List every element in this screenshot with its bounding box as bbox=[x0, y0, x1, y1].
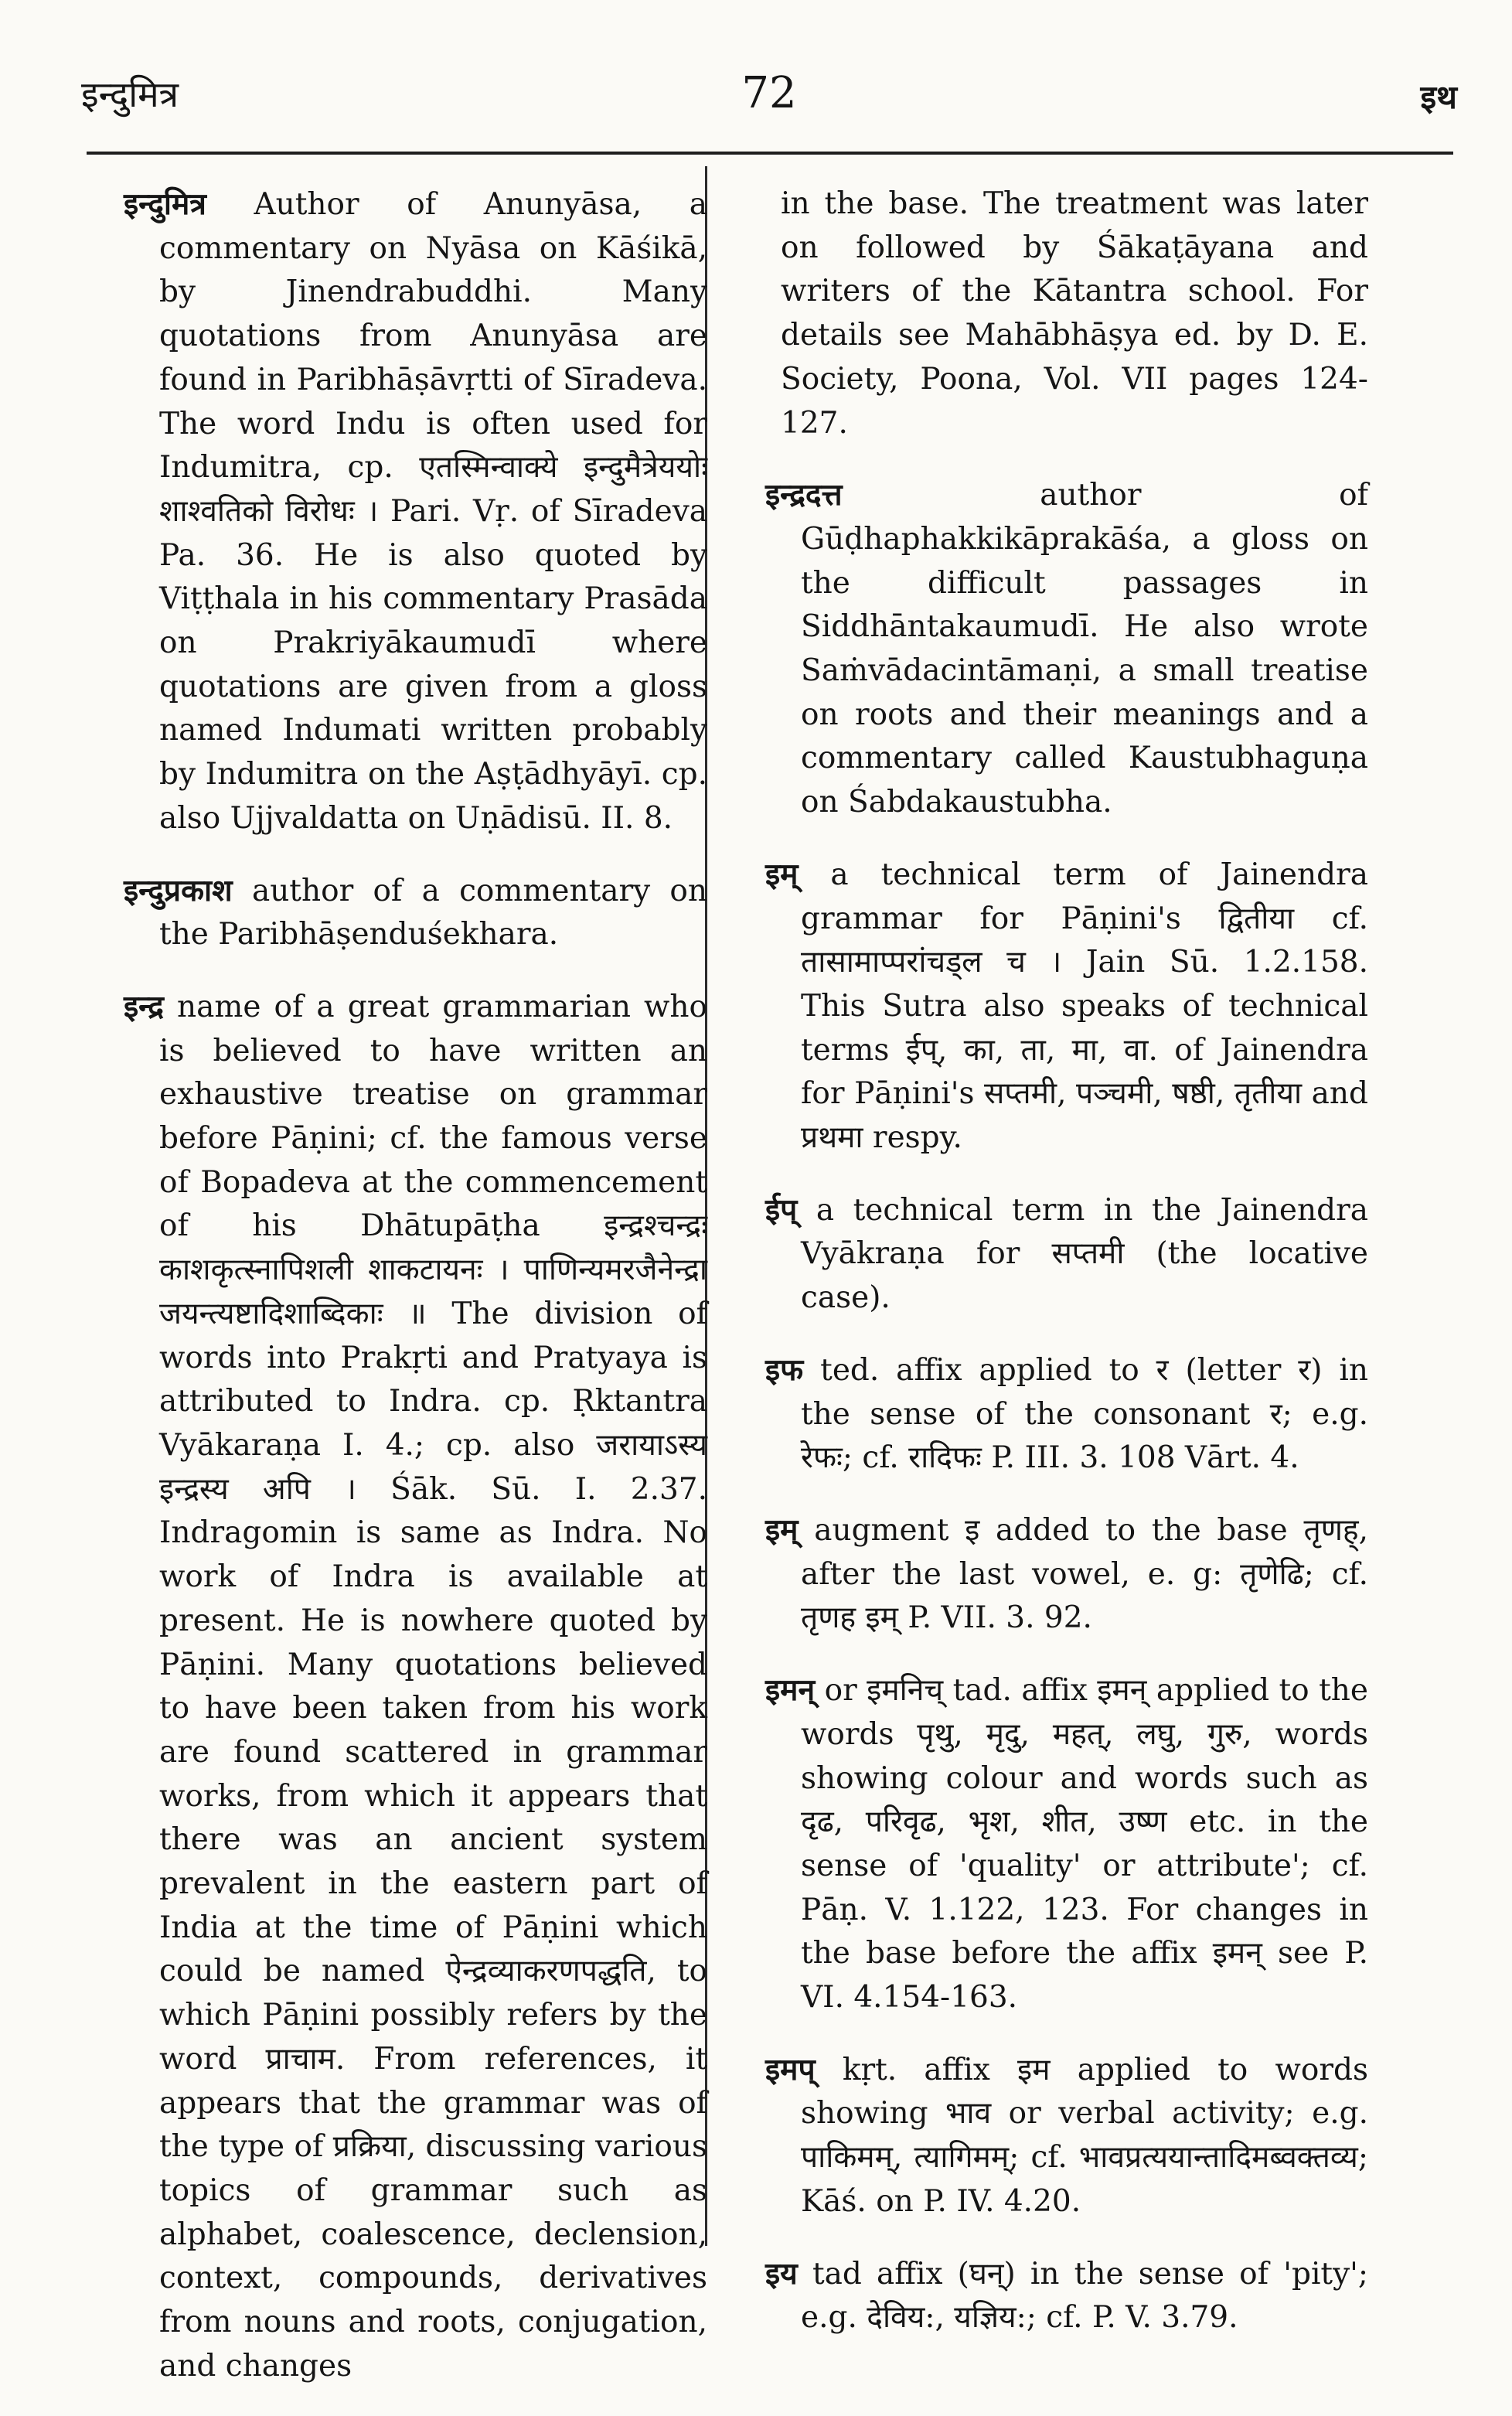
dictionary-entry bbox=[765, 2252, 1368, 2340]
page-number: 72 bbox=[741, 68, 797, 118]
right-column bbox=[765, 182, 1368, 2368]
entry-text: Author of Anunyāsa, a commentary on Nyāsa on Kāśikā, by Jinendrabuddhi. Many quotations from Anunyāsa are found in Paribhāṣāvṛtti of Sīradeva. The word Indu is often used for Indumitra, cp. एतस्मिन्वाक्ये इन्दुमैत्रेययोः शाश्वतिको विरोधः । Pari. Vṛ. of Sīradeva Pa. 36. He is also quoted by Viṭṭhala in his commentary Prasāda on Prakriyākaumudī where quotations are given from a gloss named Indumati written probably by Indumitra on the Aṣṭādhyāyī. cp. also Ujjvaldatta on Uṇādisū. II. 8. bbox=[159, 187, 707, 836]
entry-text: tad affix (घन्) in the sense of 'pity'; e.g. देविय:, यज्ञिय:; cf. P. V. 3.79. bbox=[801, 2256, 1368, 2336]
entry-headword: इय bbox=[765, 2255, 798, 2292]
dictionary-entry bbox=[124, 182, 707, 841]
running-head-right: इथ bbox=[1420, 78, 1457, 116]
entry-text: augment इ added to the base तृणह्, after the last vowel, e. g: तृणेढि; cf. तृणह इम् P. VII. 3. 92. bbox=[801, 1512, 1368, 1636]
dictionary-entry bbox=[765, 473, 1368, 825]
entry-headword: इमन् bbox=[765, 1672, 816, 1709]
entry-text: author of a commentary on the Paribhāṣenduśekhara. bbox=[159, 873, 708, 952]
dictionary-entry bbox=[765, 1188, 1368, 1320]
dictionary-entry bbox=[765, 1668, 1368, 2020]
entry-headword: इम् bbox=[765, 1511, 799, 1548]
entry-headword: इम् bbox=[765, 856, 799, 892]
entry-headword: इन्द्रदत्त bbox=[765, 477, 843, 513]
running-head-left: इन्दुमित्र bbox=[81, 73, 179, 115]
entry-text: in the base. The treatment was later on followed by Śākaṭāyana and writers of the Kātantra school. For details see Mahābhāṣya ed. by D. E. Society, Poona, Vol. VII pages 124-127. bbox=[781, 186, 1368, 441]
entry-text: a technical term of Jainendra grammar for Pāṇini's द्वितीया cf. तासामाप्परांचड्ल च । Jain Sū. 1.2.158. This Sutra also speaks of technical terms ईप्, का, ता, मा, वा. of Jainendra for Pāṇini's सप्तमी, पञ्चमी, षष्ठी, तृतीया and प्रथमा respy. bbox=[801, 857, 1368, 1156]
entry-text: name of a great grammarian who is believed to have written an exhaustive treatise on grammar before Pāṇini; cf. the famous verse of Bopadeva at the commencement of his Dhātupāṭha इन्द्रश्चन्द्रः काशकृत्स्नापिशली शाकटायनः । पाणिन्यमरजैनेन्द्रा जयन्त्यष्टादिशाब्दिकाः ॥ The division of words into Prakṛti and Pratyaya is attributed to Indra. cp. Ṛktantra Vyākaraṇa I. 4.; cp. also जरायाऽस्य इन्द्रस्य अपि । Śāk. Sū. I. 2.37. Indragomin is same as Indra. No work of Indra is available at present. He is nowhere quoted by Pāṇini. Many quotations believed to have been taken from his work are found scattered in grammar works, from which it appears that there was an ancient system prevalent in the eastern part of India at the time of Pāṇini which could be named ऐन्द्रव्याकरणपद्धति, to which Pāṇini possibly refers by the word प्राचाम. From references, it appears that the grammar was of the type of प्रक्रिया, discussing various topics of grammar such as alphabet, coalescence, declension, context, compounds, derivatives from nouns and roots, conjugation, and changes bbox=[159, 989, 707, 2384]
entry-text: author of Gūḍhaphakkikāprakāśa, a gloss on the difficult passages in Siddhāntakaumudī. He also wrote Saṁvādacintāmaṇi, a small treatise on roots and their meanings and a commentary called Kaustubhaguṇa on Śabdakaustubha. bbox=[801, 478, 1368, 820]
entry-text: kṛt. affix इम applied to words showing भाव or verbal activity; e.g. पाकिमम्, त्यागिमम्; cf. भावप्रत्ययान्तादिमब्वक्तव्य; Kāś. on P. IV. 4.20. bbox=[801, 2052, 1368, 2219]
entry-headword: इन्दुप्रकाश bbox=[124, 872, 233, 908]
entry-headword: इफ bbox=[765, 1351, 804, 1388]
header-rule bbox=[87, 152, 1453, 155]
entry-headword: इन्दुमित्र bbox=[124, 186, 206, 222]
dictionary-entry-continued bbox=[781, 182, 1368, 445]
left-column bbox=[124, 182, 708, 2416]
entry-headword: ईप् bbox=[765, 1191, 798, 1228]
dictionary-entry bbox=[765, 2048, 1368, 2224]
entry-headword: इन्द्र bbox=[124, 988, 164, 1024]
page-header bbox=[81, 54, 1457, 116]
dictionary-entry bbox=[124, 869, 708, 957]
dictionary-entry bbox=[765, 1508, 1368, 1641]
entry-text: a technical term in the Jainendra Vyākraṇa for सप्तमी (the locative case). bbox=[801, 1192, 1368, 1316]
dictionary-entry bbox=[765, 1348, 1368, 1481]
entry-text: or इमनिच् tad. affix इमन् applied to the words पृथु, मृदु, महत्, लघु, गुरु, words showing colour and words such as दृढ, परिवृढ, भृश, शीत, उष्ण etc. in the sense of 'quality' or attribute'; cf. Pāṇ. V. 1.122, 123. For changes in the base before the affix इमन् see P. VI. 4.154-163. bbox=[801, 1673, 1368, 2016]
entry-headword: इमप् bbox=[765, 2051, 816, 2087]
dictionary-entry bbox=[124, 985, 707, 2389]
entry-text: ted. affix applied to र (letter र) in the sense of the consonant र; e.g. रेफः; cf. रादिफः P. III. 3. 108 Vārt. 4. bbox=[801, 1352, 1368, 1476]
dictionary-entry bbox=[765, 853, 1368, 1160]
